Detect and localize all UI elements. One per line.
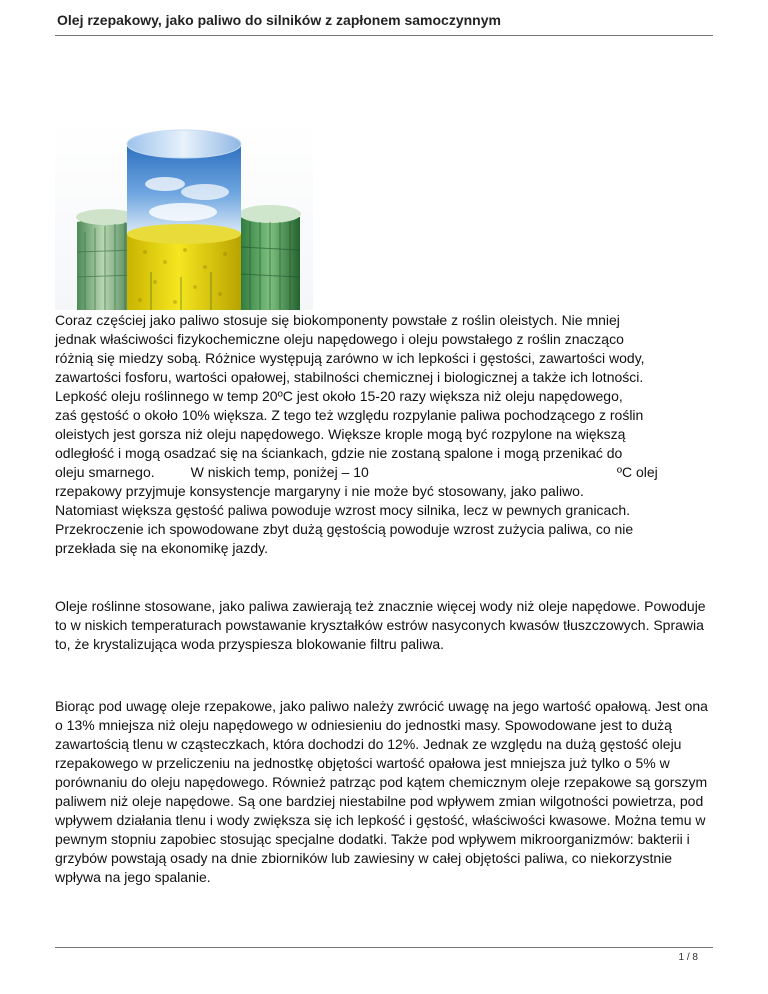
text-fragment: oleju smarnego.	[55, 464, 155, 480]
footer-divider	[55, 947, 713, 948]
text-line: Lepkość oleju roślinnego w temp 20ºC jest około 15-20 razy większa niż oleju napędowego,	[55, 388, 623, 404]
text-line	[55, 463, 715, 482]
text-line: jednak właściwości fizykochemiczne oleju napędowego i oleju powstałego z roślin znacząco	[55, 331, 624, 347]
text-fragment: W niskich temp, poniżej – 10	[190, 464, 369, 480]
page-number: 1 / 8	[678, 952, 698, 963]
text-line: oleistych jest gorsza niż oleju napędowego. Większe krople mogą być rozpylone na większą	[55, 426, 626, 442]
text-line: różnią się miedzy sobą. Różnice występują zarówno w ich lepkości i gęstości, zawartości wody,	[55, 350, 645, 366]
text-line: zawartości fosforu, wartości opałowej, stabilności chemicznej i biologicznej a także ich lotności.	[55, 369, 644, 385]
text-line: Przekroczenie ich spowodowane zbyt dużą gęstością powoduje wzrost zużycia paliwa, co nie	[55, 521, 634, 537]
text-line: przekłada się na ekonomikę jazdy.	[55, 540, 268, 556]
header-divider	[55, 35, 713, 36]
text-line: zaś gęstość o około 10% większa. Z tego też względu rozpylanie paliwa pochodzącego z roślin	[55, 407, 644, 423]
paragraph-viscosity	[55, 311, 715, 558]
hero-image	[55, 122, 313, 310]
text-line: odległość i mogą osadzać się na ściankach, gdzie nie zostaną spalone i mogą przenikać do	[55, 445, 623, 461]
document-title: Olej rzepakowy, jako paliwo do silników z zapłonem samoczynnym	[57, 12, 501, 28]
text-line: Coraz częściej jako paliwo stosuje się biokomponenty powstałe z roślin oleistych. Nie mniej	[55, 312, 620, 328]
paragraph-water-content: Oleje roślinne stosowane, jako paliwa zawierają też znacznie więcej wody niż oleje napędowe. Powoduje to w niskich temperaturach powstawanie kryształków estrów nasyconych kwasów tłuszczowych. Sprawia to, że krystalizująca woda przyspiesza blokowanie filtru paliwa.	[55, 598, 706, 652]
text-line: rzepakowy przyjmuje konsystencje margaryny i nie może być stosowany, jako paliwo.	[55, 483, 584, 499]
paragraph-calorific-value: Biorąc pod uwagę oleje rzepakowe, jako paliwo należy zwrócić uwagę na jego wartość opałową. Jest ona o 13% mniejsza niż oleju napędowego w odniesieniu do jednostki masy. Spowodowane jest to dużą zawartością tlenu w cząsteczkach, która dochodzi do 12%. Jednak ze względu na dużą gęstość oleju rzepakowego w przeliczeniu na jednostkę objętości wartość opałowa jest mniejsza już tylko o 5% w porównaniu do oleju napędowego. Również patrząc pod kątem chemicznym oleje rzepakowe są gorszym paliwem niż oleje napędowe. Są one bardziej niestabilne pod wpływem zmian wilgotności powietrza, pod wpływem działania tlenu i wody zwiększa się ich lepkość i gęstość, właściwości kwasowe. Można temu w pewnym stopniu zapobiec stosując specjalne dodatki. Także pod wpływem mikroorganizmów: bakterii i grzybów powstają osady na dnie zbiorników lub zawiesiny w całej objętości paliwa, co niekorzystnie wpływa na jego spalanie.	[55, 698, 708, 885]
text-line: Natomiast większa gęstość paliwa powoduje wzrost mocy silnika, lecz w pewnych granicach.	[55, 502, 631, 518]
text-fragment: ºC olej	[616, 464, 658, 480]
